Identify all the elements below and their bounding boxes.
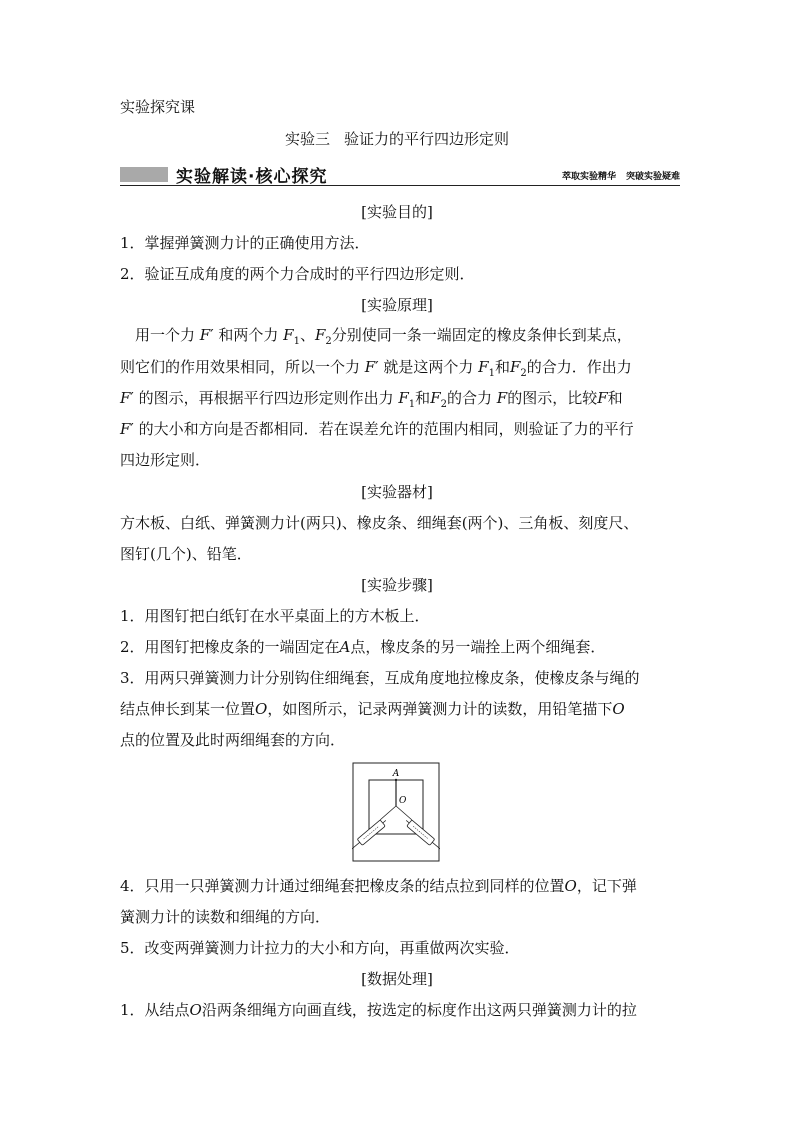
point-o-label: O: [399, 796, 407, 806]
banner-tag-1: 萃取实验精华: [561, 172, 616, 182]
section-steps: [实验步骤]: [361, 576, 433, 594]
step-4-line-2: 簧测力计的读数和细绳的方向．: [120, 908, 331, 926]
string-right: [396, 806, 412, 820]
title-text: 验证力的平行四边形定则: [344, 130, 510, 148]
step-3-line-3: 点的位置及此时两细绳套的方向．: [120, 731, 346, 749]
section-principle: [实验原理]: [361, 296, 433, 314]
section-banner: [120, 162, 680, 186]
banner-heading: 实验解读·核心探究: [176, 167, 328, 187]
step-5: 5．改变两弹簧测力计拉力的大小和方向，再重做两次实验．: [120, 939, 520, 957]
banner-tag-2: 突破实验疑难: [625, 172, 680, 182]
banner-bar: [120, 167, 168, 182]
experiment-figure: [352, 762, 440, 862]
equipment-line-2: 图钉(几个)、铅笔．: [120, 545, 252, 563]
step-2: 2．用图钉把橡皮条的一端固定在A点，橡皮条的另一端拴上两个细绳套．: [120, 638, 606, 656]
banner-rule: [120, 185, 680, 186]
principle-line-5: 四边形定则．: [120, 451, 211, 469]
point-a-label: A: [392, 769, 400, 779]
data-item-1: 1．从结点O沿两条细绳方向画直线，按选定的标度作出这两只弹簧测力计的拉: [120, 1001, 637, 1019]
course-label: 实验探究课: [120, 98, 196, 116]
principle-line-3: F′ 的图示，再根据平行四边形定则作出力 $F_1$和$F_2$的合力 F的图示，比较F和: [120, 389, 623, 410]
purpose-item-2: 2．验证互成角度的两个力合成时的平行四边形定则．: [120, 265, 475, 283]
section-equipment: [实验器材]: [361, 483, 433, 501]
title-number: 实验三: [284, 130, 330, 148]
section-purpose: [实验目的]: [361, 203, 433, 221]
banner-tagline: [562, 169, 680, 182]
spring-scale-left: [352, 817, 388, 854]
equipment-line-1: 方木板、白纸、弹簧测力计(两只)、橡皮条、细绳套(两个)、三角板、刻度尺、: [120, 514, 639, 532]
spring-scale-right: [404, 817, 440, 854]
step-3-line-1: 3．用两只弹簧测力计分别钩住细绳套，互成角度地拉橡皮条，使橡皮条与绳的: [120, 669, 640, 687]
step-4-line-1: 4．只用一只弹簧测力计通过细绳套把橡皮条的结点拉到同样的位置O，记下弹: [120, 877, 637, 895]
string-left: [380, 806, 396, 820]
principle-line-4: F′ 的大小和方向是否都相同．若在误差允许的范围内相同，则验证了力的平行: [120, 420, 634, 438]
purpose-item-1: 1．掌握弹簧测力计的正确使用方法．: [120, 234, 370, 252]
page-title: [0, 128, 794, 149]
principle-line-2: 则它们的作用效果相同，所以一个力 F′ 就是这两个力 $F_1$和$F_2$的合力．作出力: [120, 358, 632, 379]
step-1: 1．用图钉把白纸钉在水平桌面上的方木板上．: [120, 607, 430, 625]
principle-line-1: 用一个力 F′ 和两个力 $F_1$、$F_2$分别使同一条一端固定的橡皮条伸长到某点，: [135, 326, 632, 347]
section-data: [数据处理]: [361, 970, 433, 988]
step-3-line-2: 结点伸长到某一位置O，如图所示，记录两弹簧测力计的读数，用铅笔描下O: [120, 700, 625, 718]
